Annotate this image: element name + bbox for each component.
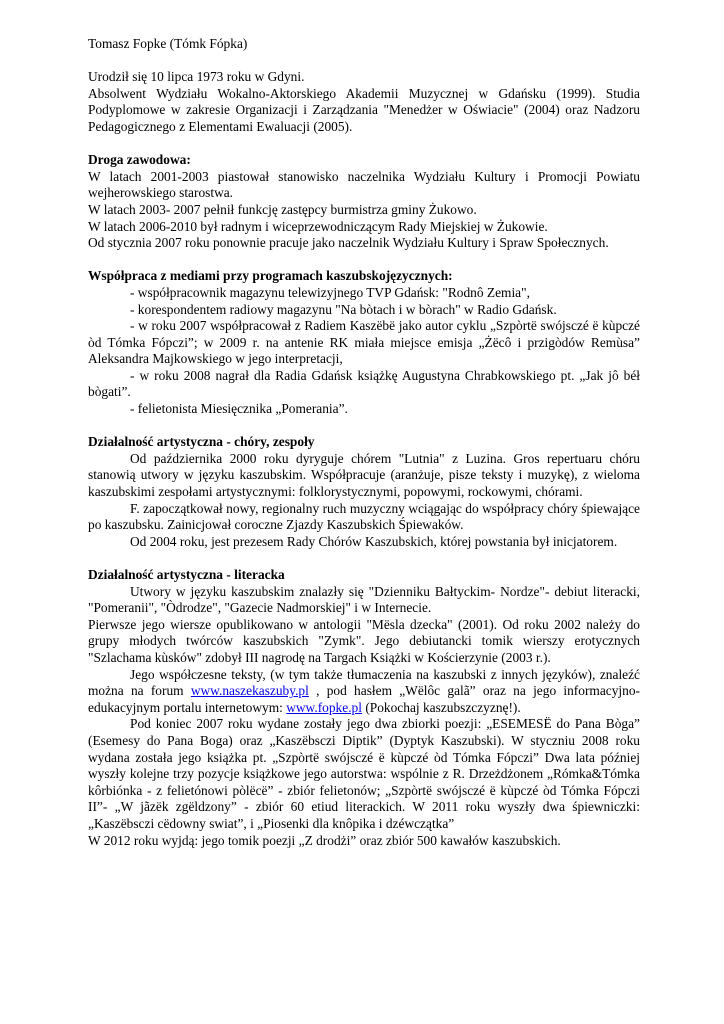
literary-paragraph: W 2012 roku wyjdą: jego tomik poezji „Z drodżi” oraz zbiór 500 kawałów kaszubskich. bbox=[88, 832, 561, 848]
media-item: - w roku 2008 nagrał dla Radia Gdańsk książkę Augustyna Chrabkowskiego pt. „Jak jô béł bògati”. bbox=[88, 367, 640, 400]
media-item: - korespondentem radiowy magazynu "Na bòtach i w bòrach" w Radio Gdańsk. bbox=[130, 301, 557, 317]
literary-heading: Działalność artystyczna - literacka bbox=[88, 567, 285, 582]
literary-paragraph: Pierwsze jego wiersze opublikowano w antologii "Mësla dzecka" (2001). Od roku 2002 należy do grupy młodych twórców kaszubskich "Zymk". Jego debiutancki tomik wierszy erotycznych "Szlachama kùsków" zdobył III nagrodę na Targach Książki w Kościerzynie (2003 r.). bbox=[88, 616, 640, 665]
choirs-paragraph: Od października 2000 roku dyryguje chórem "Lutnia" z Luzina. Gros repertuaru chóru stanowią utwory w języku kaszubskim. Współpracuje (aranżuje, pisze teksty i muzykę), z wieloma kaszubskimi zespołami artystycznymi: folklorystycznymi, popowymi, rockowymi, chórami. bbox=[88, 450, 640, 500]
media-item: - współpracownik magazynu telewizyjnego TVP Gdańsk: "Rodnô Zemia", bbox=[130, 284, 530, 300]
choirs-paragraph: F. zapoczątkował nowy, regionalny ruch muzyczny wciągając do współpracy chóry śpiewające po kaszubsku. Zainicjował coroczne Zjazdy Kaszubskich Śpiewaków. bbox=[88, 500, 640, 533]
naszekaszuby-link[interactable]: www.naszekaszuby.pl bbox=[190, 683, 309, 699]
document-title: Tomasz Fopke (Tómk Fópka) bbox=[88, 36, 248, 51]
literary-paragraph: Pod koniec 2007 roku wydane zostały jego dwa zbiorki poezji: „ESEMESË do Pana Bòga” (Esemesy do Pana Boga) oraz „Kaszëbsczi Diptik” (Dyptyk Kaszubski). W styczniu 2008 roku wydana została jego książka pt. „Szpòrtë swójsczé ë kùpczé òd Tómka Fópczi” Dwa lata później wyszły kolejne trzy pozycje książkowe jego autorstwa: wspólnie z R. Drzeżdżonem „Rómka&Tómka kôrbiónka - z felietónowi pòlëcë” - zbiór felietonów; „Szpòrtë swójsczé ë kùpczé òd Tómka Fópczi II”- „W jãzëk zgëldzony” - zbiór 60 etiud literackich. W 2011 roku wyszły dwa śpiewniczki: „Kaszëbsczi cëdowny swiat”, i „Piosenki dla knôpika i dzéwczątka” bbox=[88, 716, 640, 831]
media-item: - felietonista Miesięcznika „Pomerania”. bbox=[130, 401, 348, 417]
choirs-paragraph: Od 2004 roku, jest prezesem Rady Chórów Kaszubskich, której powstania był inicjatorem. bbox=[130, 533, 618, 549]
career-item: W latach 2006-2010 był radnym i wiceprzewodniczącym Rady Miejskiej w Żukowie. bbox=[88, 218, 548, 234]
career-item: W latach 2001-2003 piastował stanowisko naczelnika Wydziału Kultury i Promocji Powiatu wejherowskiego starostwa. bbox=[88, 168, 640, 201]
media-heading: Współpraca z mediami przy programach kaszubskojęzycznych: bbox=[88, 268, 453, 284]
literary-paragraph: Utwory w języku kaszubskim znalazły się "Dzienniku Bałtyckim- Nordze"- debiut literacki, "Pomeranii", "Òdrodze", "Gazecie Nadmorskiej" i w Internecie. bbox=[88, 583, 640, 616]
career-item: Od stycznia 2007 roku ponownie pracuje jako naczelnik Wydziału Kultury i Spraw Społecznych. bbox=[88, 235, 609, 251]
fopke-link[interactable]: www.fopke.pl bbox=[286, 699, 362, 715]
education-info: Absolwent Wydziału Wokalno-Aktorskiego Akademii Muzycznej w Gdańsku (1999). Studia Podyplomowe w zakresie Organizacji i Zarządzania "Menedżer w Oświacie" (2004) oraz Nadzoru Pedagogicznego z Elementami Ewaluacji (2005). bbox=[88, 85, 640, 134]
literary-paragraph bbox=[88, 667, 640, 717]
choirs-heading: Działalność artystyczna - chóry, zespoły bbox=[88, 434, 315, 450]
literary-text: Jego współczesne teksty, (w tym także tłumaczenia na kaszubski z innych języków), znaleźć można na forum bbox=[88, 666, 640, 699]
literary-text: (Pokochaj kaszubszczyznę!). bbox=[361, 699, 521, 715]
career-item: W latach 2003- 2007 pełnił funkcję zastępcy burmistrza gminy Żukowo. bbox=[88, 201, 477, 217]
career-heading: Droga zawodowa: bbox=[88, 152, 191, 168]
literary-text: , pod hasłem „Wëlôc galã” oraz na jego informacyjno-edukacyjnym portalu internetowym: bbox=[88, 683, 640, 715]
media-item: - w roku 2007 współpracował z Radiem Kaszëbë jako autor cyklu „Szpòrtë swójsczé ë kùpczé òd Tómka Fópczi”; w 2009 r. na antenie RK miała miejsce emisja „Żëcô i przigòdów Remùsa” Aleksandra Majkowskiego w jego interpretacji, bbox=[88, 318, 640, 367]
document-page bbox=[88, 36, 640, 849]
birth-info: Urodził się 10 lipca 1973 roku w Gdyni. bbox=[88, 69, 305, 85]
